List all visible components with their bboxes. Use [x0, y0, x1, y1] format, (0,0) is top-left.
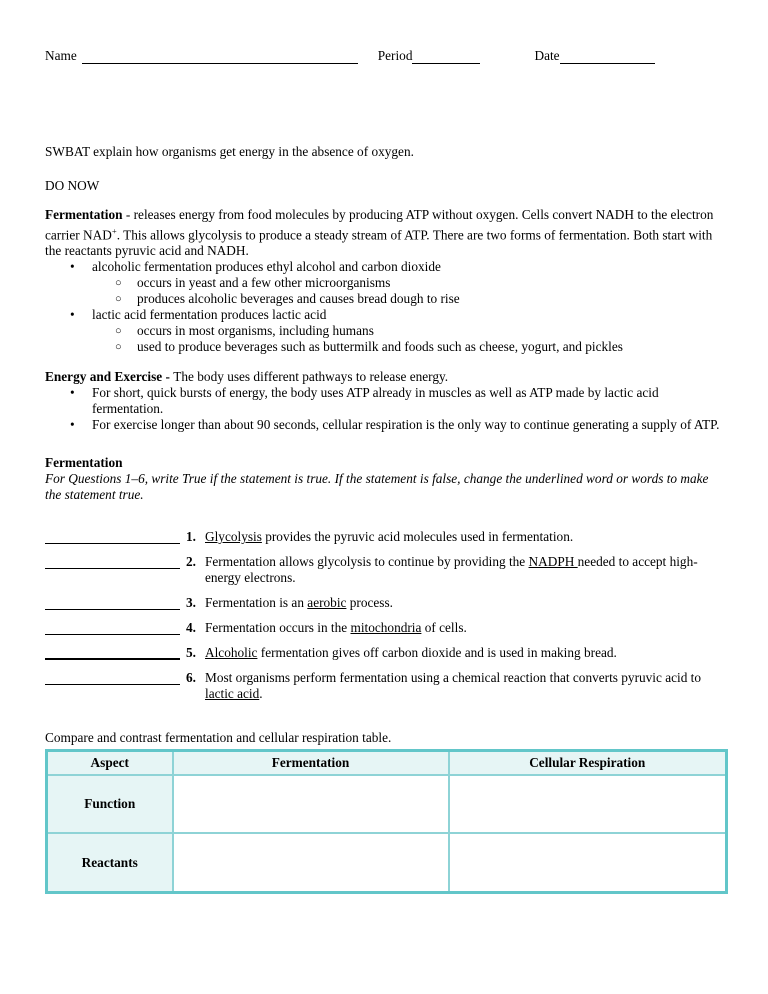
question-5-answer-blank[interactable] [45, 645, 180, 660]
fermentation-intro-paragraph: Fermentation - releases energy from food molecules by producing ATP without oxygen. Cells convert NADH to the electron carrier NAD+. This allows glycolysis to produce a steady stream of ATP. There are two forms of fermentation. Both start with the reactants pyruvic acid and NADH. [45, 207, 714, 259]
question-text: Fermentation allows glycolysis to continue by providing the NADPH needed to accept high-energy electrons. [205, 554, 698, 586]
table-row [47, 775, 727, 833]
question-text: Fermentation is an aerobic process. [205, 595, 393, 611]
row-label-function: Function [47, 775, 173, 833]
sub-bullet-icon: ○ [115, 325, 122, 338]
list-item [45, 323, 722, 339]
questions-instructions: For Questions 1–6, write True if the statement is true. If the statement is false, change the underlined word or words to make the statement true. [45, 471, 709, 503]
questions-list [45, 529, 722, 702]
question-number: 2. [186, 554, 196, 570]
question-number: 4. [186, 620, 196, 636]
question-row [45, 670, 722, 702]
question-6-answer-blank[interactable] [45, 670, 180, 685]
list-item-text: For short, quick bursts of energy, the body uses ATP already in muscles as well as ATP made by lactic acid fermentation. [92, 385, 659, 417]
list-item [45, 275, 722, 291]
function-cellular-respiration-cell[interactable] [449, 775, 727, 833]
list-item-text: occurs in yeast and a few other microorganisms [137, 275, 391, 291]
list-item [45, 385, 722, 417]
question-text: Most organisms perform fermentation using a chemical reaction that converts pyruvic acid to lactic acid. [205, 670, 702, 702]
compare-contrast-table [45, 749, 728, 894]
name-blank-line[interactable] [82, 49, 358, 64]
list-item-text: produces alcoholic beverages and causes bread dough to rise [137, 291, 460, 307]
name-label: Name [45, 48, 77, 63]
question-text: Glycolysis provides the pyruvic acid molecules used in fermentation. [205, 529, 574, 545]
table-header-row [47, 751, 727, 775]
energy-exercise-paragraph: Energy and Exercise - The body uses different pathways to release energy. [45, 369, 449, 385]
list-item [45, 339, 722, 355]
question-number: 1. [186, 529, 196, 545]
sub-bullet-icon: ○ [115, 341, 122, 354]
table-row [47, 833, 727, 893]
question-4-answer-blank[interactable] [45, 620, 180, 635]
name-period-date-row [45, 46, 722, 64]
list-item [45, 291, 722, 307]
question-row [45, 595, 722, 611]
bullet-icon: • [70, 385, 75, 401]
reactants-cellular-respiration-cell[interactable] [449, 833, 727, 893]
list-item [45, 259, 722, 275]
column-header-aspect: Aspect [47, 751, 173, 775]
function-fermentation-cell[interactable] [173, 775, 449, 833]
questions-section-heading: Fermentation [45, 455, 123, 471]
column-header-cellular-respiration: Cellular Respiration [449, 751, 727, 775]
do-now-label: DO NOW [45, 178, 100, 193]
question-3-answer-blank[interactable] [45, 595, 180, 610]
date-label: Date [534, 48, 560, 63]
bullet-icon: • [70, 259, 75, 275]
question-2-answer-blank[interactable] [45, 554, 180, 569]
question-number: 5. [186, 645, 196, 661]
question-row [45, 554, 722, 586]
list-item [45, 417, 722, 433]
objective-text: SWBAT explain how organisms get energy in the absence of oxygen. [45, 144, 414, 159]
period-blank-line[interactable] [412, 49, 480, 64]
energy-exercise-bullet-list [45, 385, 722, 433]
list-item-text: lactic acid fermentation produces lactic acid [92, 307, 327, 323]
list-item-text: For exercise longer than about 90 seconds, cellular respiration is the only way to continue generating a supply of ATP. [92, 417, 720, 433]
period-label: Period [377, 48, 413, 63]
question-number: 3. [186, 595, 196, 611]
list-item-text: used to produce beverages such as buttermilk and foods such as cheese, yogurt, and pickles [137, 339, 623, 355]
column-header-fermentation: Fermentation [173, 751, 449, 775]
question-row [45, 645, 722, 661]
question-row [45, 529, 722, 545]
question-text: Fermentation occurs in the mitochondria of cells. [205, 620, 467, 636]
question-number: 6. [186, 670, 196, 686]
question-row [45, 620, 722, 636]
reactants-fermentation-cell[interactable] [173, 833, 449, 893]
sub-bullet-icon: ○ [115, 293, 122, 306]
bullet-icon: • [70, 307, 75, 323]
question-text: Alcoholic fermentation gives off carbon dioxide and is used in making bread. [205, 645, 617, 661]
date-blank-line[interactable] [560, 49, 655, 64]
sub-bullet-icon: ○ [115, 277, 122, 290]
question-1-answer-blank[interactable] [45, 529, 180, 544]
fermentation-bullet-list [45, 259, 722, 355]
bullet-icon: • [70, 417, 75, 433]
row-label-reactants: Reactants [47, 833, 173, 893]
compare-table-caption: Compare and contrast fermentation and cellular respiration table. [45, 730, 392, 746]
list-item-text: alcoholic fermentation produces ethyl alcohol and carbon dioxide [92, 259, 441, 275]
list-item [45, 307, 722, 323]
list-item-text: occurs in most organisms, including humans [137, 323, 374, 339]
